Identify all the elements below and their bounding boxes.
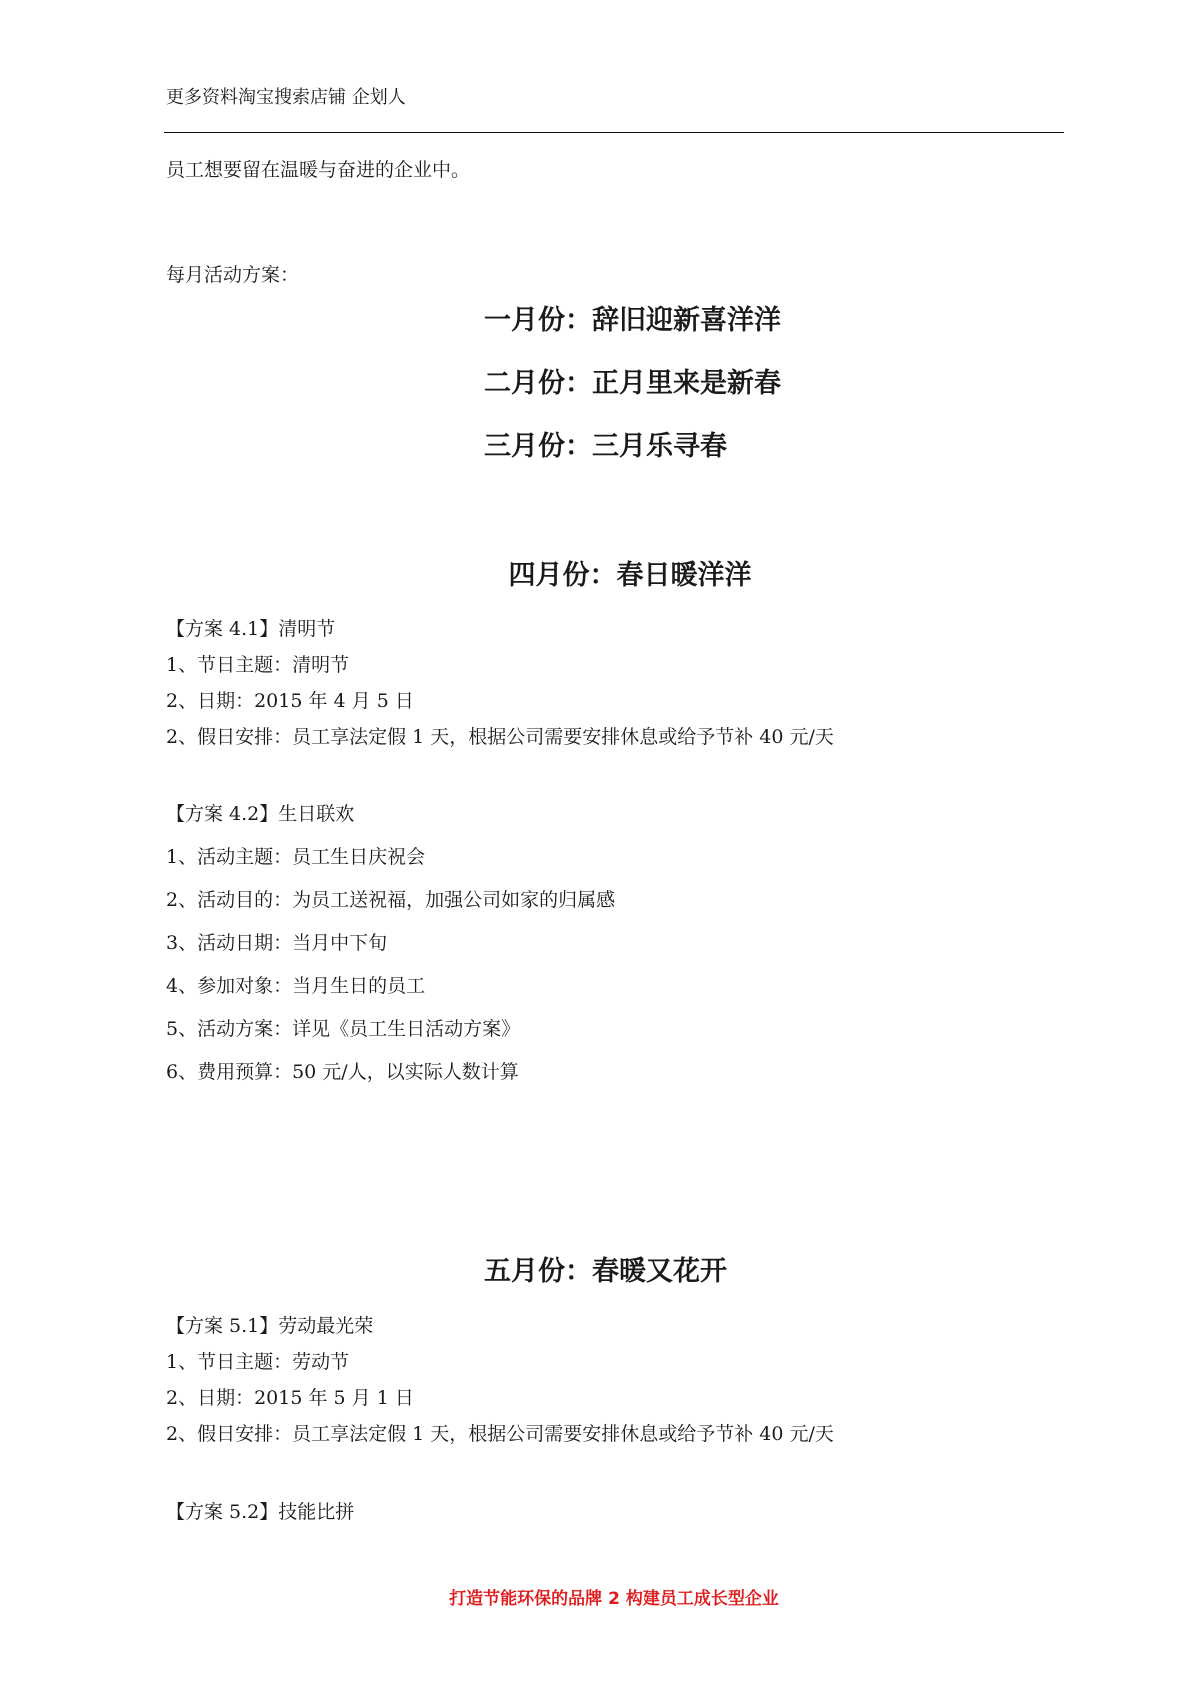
plan-5-1-item: 1、节日主题：劳动节 bbox=[166, 1351, 350, 1373]
month-title-may: 五月份：春暖又花开 bbox=[484, 1256, 727, 1287]
plan-4-2-item: 4、参加对象：当月生日的员工 bbox=[166, 975, 426, 997]
page-footer: 打造节能环保的品牌 2 构建员工成长型企业 bbox=[449, 1589, 779, 1609]
month-title-january: 一月份：辞旧迎新喜洋洋 bbox=[484, 305, 781, 336]
page-header-text: 更多资料淘宝搜索店铺 企划人 bbox=[166, 87, 406, 108]
plan-4-1-item: 1、节日主题：清明节 bbox=[166, 654, 350, 676]
plan-4-1-item: 2、假日安排：员工享法定假 1 天，根据公司需要安排休息或给予节补 40 元/天 bbox=[166, 726, 834, 748]
plan-5-1-title: 【方案 5.1】劳动最光荣 bbox=[166, 1315, 374, 1337]
plan-5-2-title: 【方案 5.2】技能比拼 bbox=[166, 1501, 355, 1523]
plan-5-1-item: 2、假日安排：员工享法定假 1 天，根据公司需要安排休息或给予节补 40 元/天 bbox=[166, 1423, 834, 1445]
plan-4-2-title: 【方案 4.2】生日联欢 bbox=[166, 803, 355, 825]
header-divider bbox=[164, 132, 1064, 133]
plan-4-2-item: 3、活动日期：当月中下旬 bbox=[166, 932, 388, 954]
intro-line: 员工想要留在温暖与奋进的企业中。 bbox=[166, 159, 471, 181]
plan-4-2-item: 2、活动目的：为员工送祝福，加强公司如家的归属感 bbox=[166, 889, 616, 911]
plan-4-1-item: 2、日期：2015 年 4 月 5 日 bbox=[166, 690, 414, 712]
plan-5-1-item: 2、日期：2015 年 5 月 1 日 bbox=[166, 1387, 414, 1409]
plan-4-2-item: 6、费用预算：50 元/人，以实际人数计算 bbox=[166, 1061, 519, 1083]
month-title-march: 三月份：三月乐寻春 bbox=[484, 431, 727, 462]
plan-4-1-title: 【方案 4.1】清明节 bbox=[166, 618, 336, 640]
plan-4-2-item: 1、活动主题：员工生日庆祝会 bbox=[166, 846, 426, 868]
month-title-february: 二月份：正月里来是新春 bbox=[484, 368, 781, 399]
plan-4-2-item: 5、活动方案：详见《员工生日活动方案》 bbox=[166, 1018, 521, 1040]
monthly-plan-heading: 每月活动方案： bbox=[166, 264, 300, 286]
month-title-april: 四月份：春日暖洋洋 bbox=[508, 560, 752, 591]
